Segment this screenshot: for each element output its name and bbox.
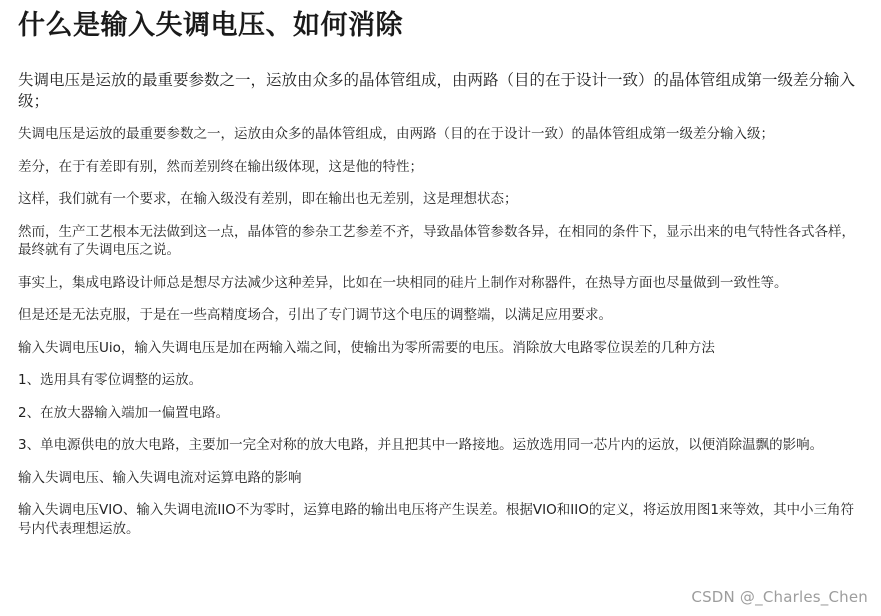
paragraph: 然而，生产工艺根本无法做到这一点，晶体管的参杂工艺参差不齐，导致晶体管参数各异，在相同的条件下，显示出来的电气特性各式各样，最终就有了失调电压之说。 <box>18 223 855 258</box>
paragraph: 输入失调电压VIO、输入失调电流IIO不为零时，运算电路的输出电压将产生误差。根据VIO和IIO的定义，将运放用图1来等效，其中小三角符号内代表理想运放。 <box>18 502 854 537</box>
lead-paragraph: 失调电压是运放的最重要参数之一，运放由众多的晶体管组成，由两路（目的在于设计一致）的晶体管组成第一级差分输入级； <box>18 71 856 110</box>
list-item-method-1: 1、选用具有零位调整的运放。 <box>18 372 203 388</box>
article <box>18 0 863 552</box>
list-item-method-3: 3、单电源供电的放大电路，主要加一完全对称的放大电路，并且把其中一路接地。运放选用同一芯片内的运放，以便消除温飘的影响。 <box>18 437 824 453</box>
article-title: 什么是输入失调电压、如何消除 <box>18 10 403 41</box>
paragraph: 事实上，集成电路设计师总是想尽方法减少这种差异，比如在一块相同的硅片上制作对称器件，在热导方面也尽量做到一致性等。 <box>18 274 788 291</box>
section-heading: 输入失调电压、输入失调电流对运算电路的影响 <box>18 469 302 486</box>
paragraph: 这样，我们就有一个要求，在输入级没有差别，即在输出也无差别，这是理想状态； <box>18 191 518 207</box>
paragraph-list <box>18 125 863 538</box>
paragraph: 但是还是无法克服，于是在一些高精度场合，引出了专门调节这个电压的调整端，以满足应用要求。 <box>18 307 612 323</box>
csdn-watermark: CSDN @_Charles_Chen <box>691 588 868 606</box>
paragraph: 失调电压是运放的最重要参数之一，运放由众多的晶体管组成，由两路（目的在于设计一致）的晶体管组成第一级差分输入级； <box>18 126 774 142</box>
paragraph: 差分，在于有差即有别，然而差别终在输出级体现，这是他的特性； <box>18 158 423 175</box>
paragraph: 输入失调电压Uio，输入失调电压是加在两输入端之间，使输出为零所需要的电压。消除放大电路零位误差的几种方法 <box>18 339 715 356</box>
list-item-method-2: 2、在放大器输入端加一偏置电路。 <box>18 404 230 421</box>
